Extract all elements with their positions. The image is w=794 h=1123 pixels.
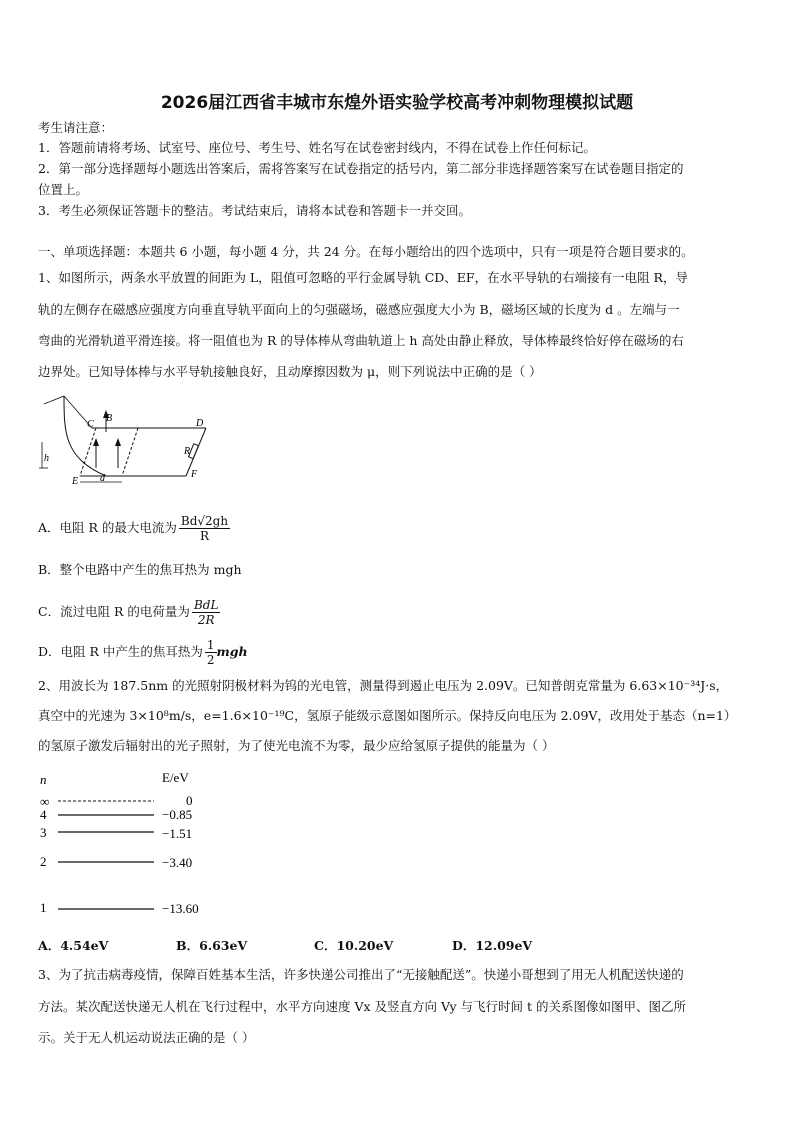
q1-option-a[interactable] (38, 514, 758, 543)
notice-item: 1．答题前请将考场、试室号、座位号、考生号、姓名写在试卷密封线内，不得在试卷上作任何标记。 (38, 140, 596, 155)
q2-options (38, 936, 758, 954)
notice-item: 3．考生必须保证答题卡的整洁。考试结束后，请将本试卷和答题卡一并交回。 (38, 203, 471, 218)
rail-label-e: E (72, 476, 79, 487)
q2-text: 的氢原子激发后辐射出的光子照射，为了使光电流不为零，最少应给氢原子提供的能量为（ ） (38, 738, 555, 753)
level-energy-label: 0 (186, 793, 193, 808)
level-energy-label: −0.85 (162, 807, 193, 822)
q1-option-b[interactable]: B．整个电路中产生的焦耳热为 mgh (38, 562, 242, 577)
notice-item: 位置上。 (38, 182, 89, 197)
rail-label-f: F (191, 469, 198, 480)
q1-option-d[interactable] (38, 638, 758, 667)
q3-text: 示。关于无人机运动说法正确的是（ ） (38, 1030, 255, 1045)
level-energy-label: −13.60 (162, 901, 199, 916)
level-energy-label: −3.40 (162, 855, 193, 870)
fraction-numerator: Bd√2gh (180, 514, 229, 528)
fraction-denominator: R (199, 529, 210, 543)
level-n-label: ∞ (40, 794, 50, 809)
energy-level-diagram (36, 766, 236, 922)
q1-text: 1、如图所示，两条水平放置的间距为 L，阻值可忽略的平行金属导轨 CD、EF，在水平导轨的右端接有一电阻 R，导 (38, 270, 688, 285)
level-n-label: 4 (40, 807, 47, 822)
level-n-label: 3 (40, 825, 47, 840)
q2-option-b[interactable]: B．6.63eV (176, 938, 248, 953)
fraction-denominator: 2 (206, 653, 215, 667)
fraction-numerator: 1 (206, 638, 215, 652)
q3-text: 3、为了抗击病毒疫情，保障百姓基本生活，许多快递公司推出了“无接触配送”。快递小哥想到了用无人机配送快递的 (38, 967, 684, 982)
q1-text: 轨的左侧存在磁感应强度方向垂直导轨平面向上的匀强磁场，磁感应强度大小为 B，磁场区域的长度为 d 。左端与一 (38, 302, 680, 317)
q1-text: 弯曲的光滑轨道平滑连接。将一阻值也为 R 的导体棒从弯曲轨道上 h 高处由静止释放，导体棒最终恰好停在磁场的右 (38, 333, 684, 348)
level-energy-label: −1.51 (162, 826, 193, 841)
fraction-numerator: BdL (193, 598, 219, 612)
option-d-fraction (205, 638, 217, 667)
rail-label-d: D (196, 418, 204, 429)
section-heading: 一、单项选择题：本题共 6 小题，每小题 4 分，共 24 分。在每小题给出的四个选项中，只有一项是符合题目要求的。 (38, 244, 694, 259)
level-n-label: 2 (40, 854, 47, 869)
q3-text: 方法。某次配送快递无人机在飞行过程中，水平方向速度 Vx 及竖直方向 Vy 与飞行时间 t 的关系图像如图甲、图乙所 (38, 999, 687, 1014)
notice-heading: 考生请注意： (38, 120, 114, 135)
option-c-fraction (192, 598, 220, 627)
q2-text: 2、用波长为 187.5nm 的光照射阴极材料为钨的光电管，测量得到遏止电压为 2.09V。已知普朗克常量为 6.63×10⁻³⁴J·s， (38, 678, 729, 693)
option-a-fraction (179, 514, 230, 543)
q2-option-d[interactable]: D．12.09eV (452, 938, 533, 953)
level-axis-n-label: n (40, 772, 47, 787)
option-c-text: C．流过电阻 R 的电荷量为 (38, 604, 190, 619)
q1-text: 边界处。已知导体棒与水平导轨接触良好，且动摩擦因数为 μ，则下列说法中正确的是（ ） (38, 364, 542, 379)
q1-option-c[interactable] (38, 598, 758, 627)
length-label-d: d (100, 473, 105, 484)
resistor-label-r: R (184, 446, 191, 457)
fraction-denominator: 2R (197, 613, 215, 627)
rail-label-c: C (87, 419, 94, 430)
q1-rail-figure (36, 392, 216, 492)
q2-text: 真空中的光速为 3×10⁸m/s，e=1.6×10⁻¹⁹C，氢原子能级示意图如图所示。保持反向电压为 2.09V，改用处于基态（n=1） (38, 708, 737, 723)
energy-axis-label: E/eV (162, 770, 189, 785)
q2-option-a[interactable]: A．4.54eV (38, 938, 109, 953)
option-d-text: D．电阻 R 中产生的焦耳热为 (38, 644, 203, 659)
page-title: 2026届江西省丰城市东煌外语实验学校高考冲刺物理模拟试题 (160, 93, 634, 113)
option-d-suffix: mgh (216, 644, 248, 659)
notice-item: 2．第一部分选择题每小题选出答案后，需将答案写在试卷指定的括号内，第二部分非选择题答案写在试卷题目指定的 (38, 161, 684, 176)
field-label-b: B (106, 413, 113, 424)
level-n-label: 1 (40, 900, 47, 915)
height-label-h: h (44, 453, 49, 464)
q2-option-c[interactable]: C．10.20eV (314, 938, 394, 953)
option-a-text: A．电阻 R 的最大电流为 (38, 520, 177, 535)
